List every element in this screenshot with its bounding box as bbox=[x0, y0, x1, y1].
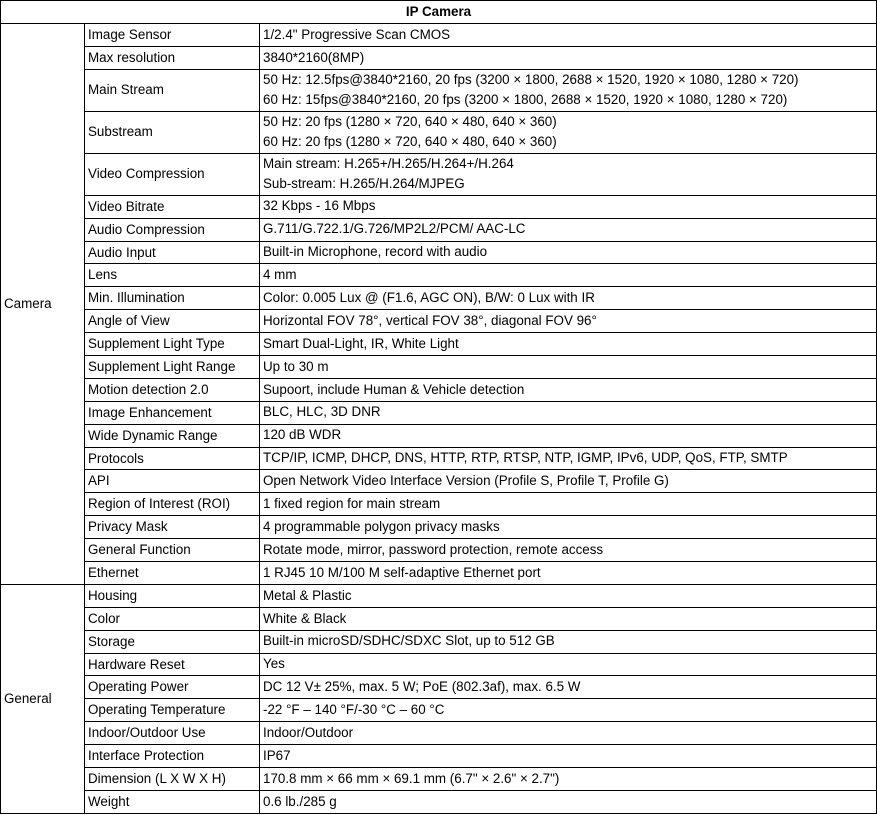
spec-value-line: 4 mm bbox=[263, 267, 297, 283]
spec-value-line: Supoort, include Human & Vehicle detection bbox=[263, 381, 525, 397]
spec-value bbox=[260, 69, 877, 111]
spec-value-line: Rotate mode, mirror, password protection, remote access bbox=[263, 541, 604, 557]
spec-value-line: DC 12 V± 25%, max. 5 W; PoE (802.3af), max. 6.5 W bbox=[263, 679, 581, 695]
table-row bbox=[1, 722, 877, 745]
spec-value bbox=[260, 768, 877, 791]
table-row bbox=[1, 699, 877, 722]
spec-value bbox=[260, 722, 877, 745]
table-row bbox=[1, 676, 877, 699]
table-row bbox=[1, 24, 877, 47]
spec-key: Image Enhancement bbox=[85, 401, 260, 424]
spec-key: Indoor/Outdoor Use bbox=[85, 722, 260, 745]
spec-key: Storage bbox=[85, 630, 260, 653]
spec-value bbox=[260, 333, 877, 356]
spec-value-line: Up to 30 m bbox=[263, 358, 329, 374]
spec-value bbox=[260, 607, 877, 630]
spec-value-line: Horizontal FOV 78°, vertical FOV 38°, diagonal FOV 96° bbox=[263, 312, 597, 328]
spec-key: Color bbox=[85, 607, 260, 630]
spec-key: Region of Interest (ROI) bbox=[85, 493, 260, 516]
table-row bbox=[1, 584, 877, 607]
spec-value bbox=[260, 241, 877, 264]
spec-key: API bbox=[85, 470, 260, 493]
spec-key: Image Sensor bbox=[85, 24, 260, 47]
spec-key: Privacy Mask bbox=[85, 516, 260, 539]
spec-key: Interface Protection bbox=[85, 745, 260, 768]
spec-value bbox=[260, 516, 877, 539]
table-row bbox=[1, 768, 877, 791]
title-row bbox=[1, 1, 877, 24]
spec-value-line: Built-in Microphone, record with audio bbox=[263, 244, 488, 260]
table-row bbox=[1, 539, 877, 562]
spec-value bbox=[260, 356, 877, 379]
spec-value bbox=[260, 218, 877, 241]
table-row bbox=[1, 310, 877, 333]
spec-value-line: -22 °F – 140 °F/-30 °C – 60 °C bbox=[263, 702, 445, 718]
table-row bbox=[1, 195, 877, 218]
table-row bbox=[1, 562, 877, 585]
spec-key: Lens bbox=[85, 264, 260, 287]
table-row bbox=[1, 630, 877, 653]
spec-value bbox=[260, 653, 877, 676]
spec-value bbox=[260, 493, 877, 516]
spec-key: Housing bbox=[85, 584, 260, 607]
table-row bbox=[1, 46, 877, 69]
spec-value-line: 120 dB WDR bbox=[263, 427, 342, 443]
table-row bbox=[1, 493, 877, 516]
spec-value bbox=[260, 111, 877, 153]
table-title: IP Camera bbox=[1, 1, 877, 24]
spec-key: Max resolution bbox=[85, 46, 260, 69]
spec-value bbox=[260, 424, 877, 447]
spec-value-line: 170.8 mm × 66 mm × 69.1 mm (6.7" × 2.6" × 2.7") bbox=[263, 770, 560, 786]
spec-value-line: Indoor/Outdoor bbox=[263, 724, 354, 740]
spec-key: Wide Dynamic Range bbox=[85, 424, 260, 447]
table-row bbox=[1, 607, 877, 630]
spec-key: Hardware Reset bbox=[85, 653, 260, 676]
spec-value bbox=[260, 539, 877, 562]
spec-value-line: Smart Dual-Light, IR, White Light bbox=[263, 335, 459, 351]
table-row bbox=[1, 378, 877, 401]
spec-key: Substream bbox=[85, 111, 260, 153]
spec-value-line: Metal & Plastic bbox=[263, 587, 352, 603]
spec-value-line: TCP/IP, ICMP, DHCP, DNS, HTTP, RTP, RTSP, NTP, IGMP, IPv6, UDP, QoS, FTP, SMTP bbox=[263, 450, 788, 466]
spec-value-line: Sub-stream: H.265/H.264/MJPEG bbox=[263, 176, 465, 192]
table-row bbox=[1, 653, 877, 676]
table-row bbox=[1, 424, 877, 447]
spec-value-line: 3840*2160(8MP) bbox=[263, 49, 365, 65]
table-row bbox=[1, 333, 877, 356]
spec-value-line: White & Black bbox=[263, 610, 347, 626]
spec-value-line: Built-in microSD/SDHC/SDXC Slot, up to 512 GB bbox=[263, 633, 555, 649]
spec-value-line: BLC, HLC, 3D DNR bbox=[263, 404, 381, 420]
table-row bbox=[1, 218, 877, 241]
spec-key: Video Bitrate bbox=[85, 195, 260, 218]
spec-value bbox=[260, 264, 877, 287]
spec-value-line: 50 Hz: 12.5fps@3840*2160, 20 fps (3200 × 1800, 2688 × 1520, 1920 × 1080, 1280 × 720) bbox=[263, 71, 799, 87]
spec-value-line: 0.6 lb./285 g bbox=[263, 793, 337, 809]
spec-value bbox=[260, 195, 877, 218]
spec-key: Operating Temperature bbox=[85, 699, 260, 722]
table-row bbox=[1, 241, 877, 264]
spec-key: Angle of View bbox=[85, 310, 260, 333]
spec-value-line: 1 RJ45 10 M/100 M self-adaptive Ethernet port bbox=[263, 564, 541, 580]
spec-value-line: G.711/G.722.1/G.726/MP2L2/PCM/ AAC-LC bbox=[263, 221, 526, 237]
spec-value bbox=[260, 447, 877, 470]
spec-value bbox=[260, 745, 877, 768]
spec-value-line: 1/2.4" Progressive Scan CMOS bbox=[263, 26, 451, 42]
table-row bbox=[1, 401, 877, 424]
group-label: General bbox=[1, 584, 85, 813]
spec-value-line: 60 Hz: 20 fps (1280 × 720, 640 × 480, 640 × 360) bbox=[263, 134, 557, 150]
spec-value-line: 4 programmable polygon privacy masks bbox=[263, 518, 500, 534]
table-row bbox=[1, 264, 877, 287]
spec-key: General Function bbox=[85, 539, 260, 562]
spec-value bbox=[260, 401, 877, 424]
table-row bbox=[1, 447, 877, 470]
spec-key: Motion detection 2.0 bbox=[85, 378, 260, 401]
spec-value-line: 32 Kbps - 16 Mbps bbox=[263, 198, 376, 214]
spec-value bbox=[260, 584, 877, 607]
spec-key: Audio Compression bbox=[85, 218, 260, 241]
table-row bbox=[1, 287, 877, 310]
spec-value-line: Yes bbox=[263, 656, 285, 672]
table-row bbox=[1, 69, 877, 111]
spec-key: Weight bbox=[85, 790, 260, 813]
spec-value-line: 1 fixed region for main stream bbox=[263, 496, 441, 512]
spec-value-line: IP67 bbox=[263, 747, 291, 763]
spec-value bbox=[260, 287, 877, 310]
table-row bbox=[1, 470, 877, 493]
spec-value bbox=[260, 676, 877, 699]
table-row bbox=[1, 745, 877, 768]
table-row bbox=[1, 111, 877, 153]
spec-value bbox=[260, 153, 877, 195]
spec-value bbox=[260, 470, 877, 493]
spec-value bbox=[260, 46, 877, 69]
spec-value bbox=[260, 790, 877, 813]
spec-value bbox=[260, 630, 877, 653]
spec-key: Supplement Light Range bbox=[85, 356, 260, 379]
spec-key: Protocols bbox=[85, 447, 260, 470]
spec-value bbox=[260, 378, 877, 401]
spec-value bbox=[260, 699, 877, 722]
group-label: Camera bbox=[1, 24, 85, 585]
spec-key: Ethernet bbox=[85, 562, 260, 585]
spec-key: Audio Input bbox=[85, 241, 260, 264]
table-row bbox=[1, 790, 877, 813]
spec-value-line: 50 Hz: 20 fps (1280 × 720, 640 × 480, 640 × 360) bbox=[263, 113, 557, 129]
spec-body bbox=[1, 24, 877, 814]
spec-value-line: 60 Hz: 15fps@3840*2160, 20 fps (3200 × 1800, 2688 × 1520, 1920 × 1080, 1280 × 720) bbox=[263, 92, 788, 108]
spec-value bbox=[260, 562, 877, 585]
spec-key: Main Stream bbox=[85, 69, 260, 111]
spec-key: Operating Power bbox=[85, 676, 260, 699]
table-row bbox=[1, 153, 877, 195]
spec-key: Dimension (L X W X H) bbox=[85, 768, 260, 791]
spec-value-line: Open Network Video Interface Version (Profile S, Profile T, Profile G) bbox=[263, 473, 669, 489]
table-row bbox=[1, 356, 877, 379]
spec-value bbox=[260, 310, 877, 333]
spec-key: Min. Illumination bbox=[85, 287, 260, 310]
spec-value bbox=[260, 24, 877, 47]
spec-key: Supplement Light Type bbox=[85, 333, 260, 356]
spec-value-line: Main stream: H.265+/H.265/H.264+/H.264 bbox=[263, 155, 514, 171]
spec-value-line: Color: 0.005 Lux @ (F1.6, AGC ON), B/W: 0 Lux with IR bbox=[263, 290, 595, 306]
spec-key: Video Compression bbox=[85, 153, 260, 195]
table-row bbox=[1, 516, 877, 539]
